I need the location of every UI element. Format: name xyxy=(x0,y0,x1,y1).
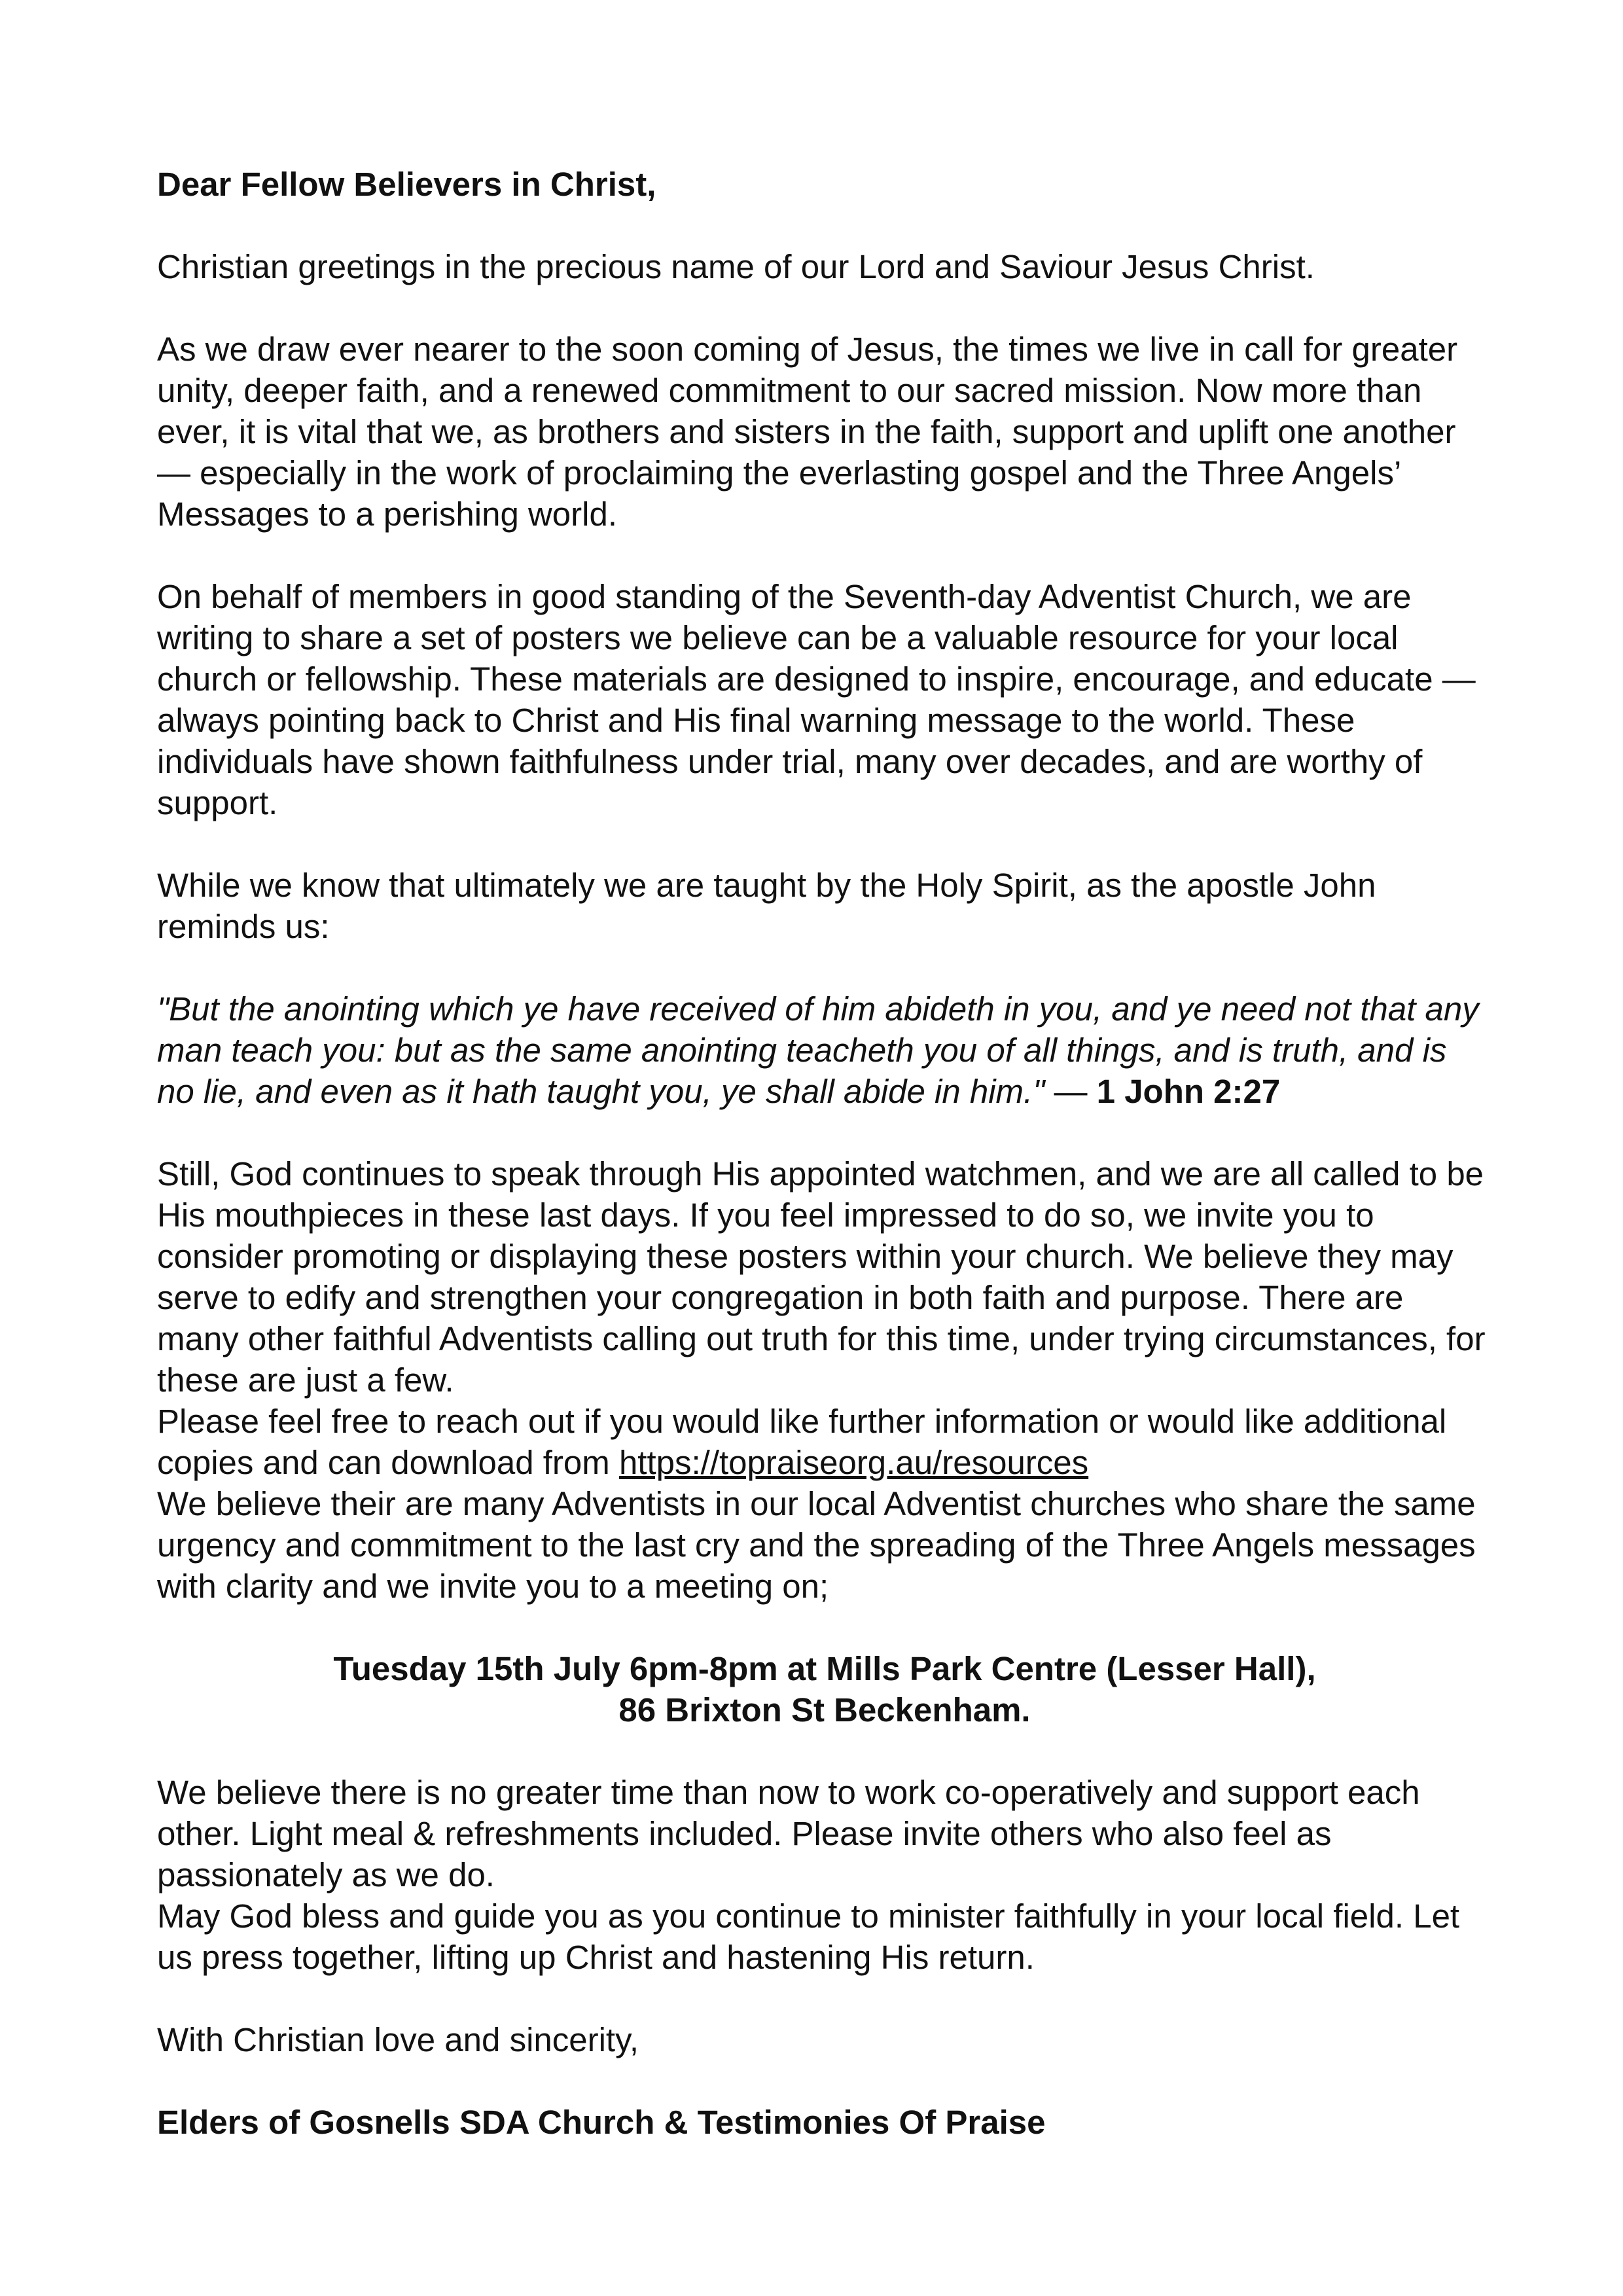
quote-text: "But the anointing which ye have received of him abideth in you, and ye need not that any man teach you: but as the same anointing teacheth you of all things, and is truth, and is no lie, and even as it hath taught you, ye shall abide in him." xyxy=(157,990,1479,1110)
scripture-quote xyxy=(157,988,1492,1112)
salutation: Dear Fellow Believers in Christ, xyxy=(157,166,656,203)
resources-link[interactable]: https://topraiseorg.au/resources xyxy=(618,1444,1089,1481)
meeting-invite-paragraph: We believe their are many Adventists in our local Adventist churches who share the same urgency and commitment to the last cry and the spreading of the Three Angels messages with clarity and we invite you to a meeting on; xyxy=(157,1485,1476,1605)
signature: Elders of Gosnells SDA Church & Testimonies Of Praise xyxy=(157,2104,1046,2141)
event-details-line-1: Tuesday 15th July 6pm-8pm at Mills Park Centre (Lesser Hall), xyxy=(333,1650,1316,1687)
blessing-paragraph: May God bless and guide you as you continue to minister faithfully in your local field. Let us press together, lifting up Christ and hastening His return. xyxy=(157,1897,1460,1976)
cooperation-paragraph: We believe there is no greater time than now to work co-operatively and support each other. Light meal & refreshments included. Please invite others who also feel as passionately as we do. xyxy=(157,1774,1420,1893)
greeting-paragraph: Christian greetings in the precious name of our Lord and Saviour Jesus Christ. xyxy=(157,248,1315,285)
watchmen-paragraph: Still, God continues to speak through His appointed watchmen, and we are all called to be His mouthpieces in these last days. If you feel impressed to do so, we invite you to consider promoting or displaying these posters within your church. We believe they may serve to edify and strengthen your congregation in both faith and purpose. There are many other faithful Adventists calling out truth for this time, under trying circumstances, for these are just a few. xyxy=(157,1155,1486,1399)
quote-reference: 1 John 2:27 xyxy=(1096,1073,1281,1110)
holy-spirit-paragraph: While we know that ultimately we are taught by the Holy Spirit, as the apostle John reminds us: xyxy=(157,867,1376,945)
download-paragraph xyxy=(157,1401,1492,1483)
unity-paragraph: As we draw ever nearer to the soon coming of Jesus, the times we live in call for greater unity, deeper faith, and a renewed commitment to our sacred mission. Now more than ever, it is vital that we, as brothers and sisters in the faith, support and uplift one another — especially in the work of proclaiming the everlasting gospel and the Three Angels’ Messages to a perishing world. xyxy=(157,331,1458,533)
event-details-line-2: 86 Brixton St Beckenham. xyxy=(618,1691,1031,1729)
letter-body xyxy=(157,164,1492,2143)
quote-dash: — xyxy=(1044,1073,1097,1110)
closing-line: With Christian love and sincerity, xyxy=(157,2021,639,2058)
posters-paragraph: On behalf of members in good standing of the Seventh-day Adventist Church, we are writing to share a set of posters we believe can be a valuable resource for your local church or fellowship. These materials are designed to inspire, encourage, and educate — always pointing back to Christ and His final warning message to the world. These individuals have shown faithfulness under trial, many over decades, and are worthy of support. xyxy=(157,578,1476,821)
download-text: Please feel free to reach out if you would like further information or would like additional copies and can download from xyxy=(157,1403,1447,1481)
